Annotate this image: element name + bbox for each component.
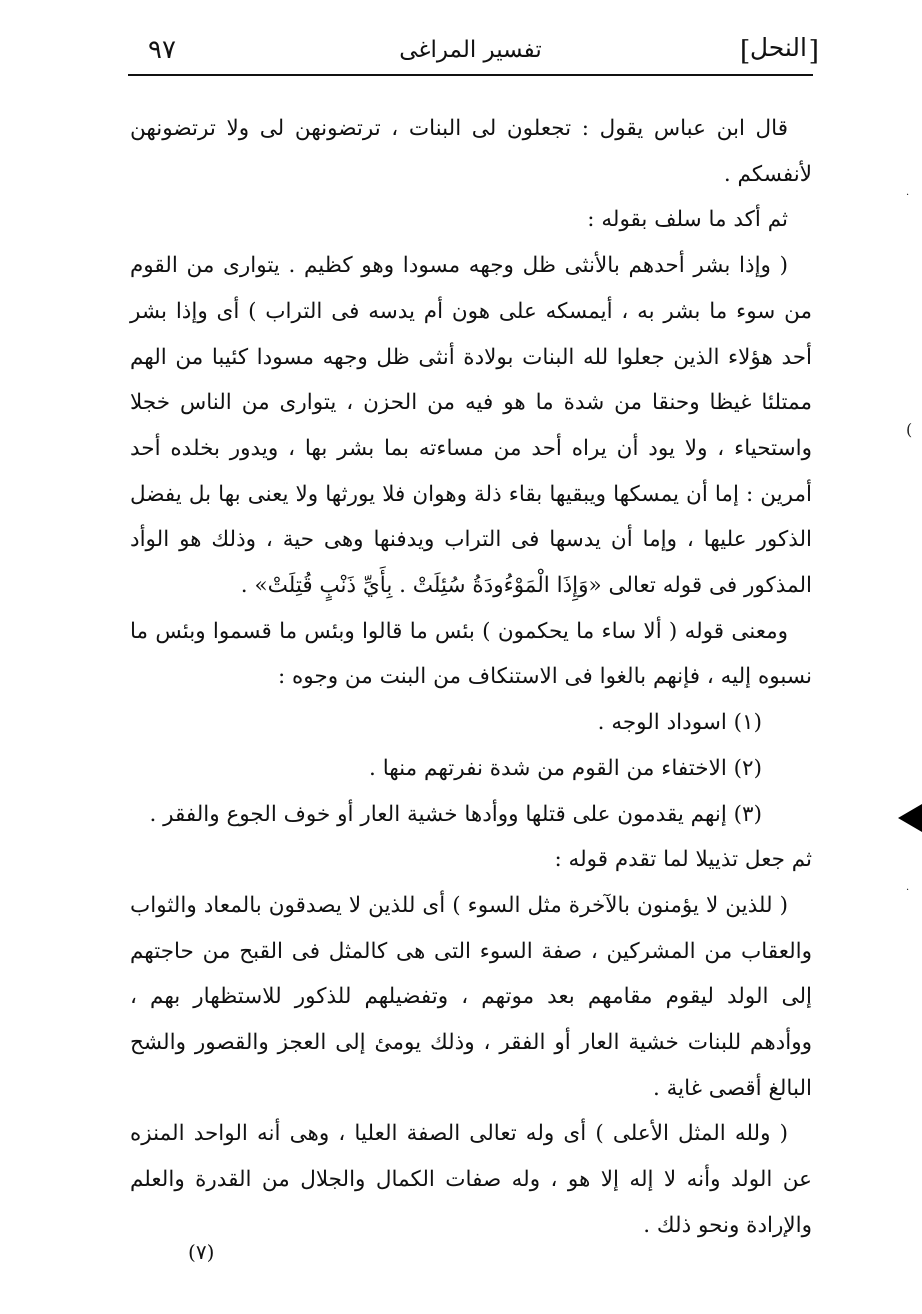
- page-body: [130, 106, 812, 1249]
- surah-name-text: النحل: [749, 33, 807, 62]
- paragraph-meaning: ومعنى قوله ( ألا ساء ما يحكمون ) بئس ما قالوا وبئس ما قسموا وبئس ما نسبوه إليه ، فإنهم بالغوا فى الاستنكاف من البنت من وجوه :: [130, 618, 812, 690]
- page-number: ٩٧: [148, 35, 176, 65]
- paragraph-highest-example: ( ولله المثل الأعلى ) أى وله تعالى الصفة العليا ، وهى أنه الواحد المنزه عن الولد وأنه لا إله إلا هو ، وله صفات الكمال والجلال من القدرة والعلم والإرادة ونحو ذلك .: [130, 1121, 812, 1238]
- book-title: تفسير المراغى: [399, 37, 542, 63]
- paragraph-bad-example: ( للذين لا يؤمنون بالآخرة مثل السوء ) أى للذين لا يصدقون بالمعاد والثواب والعقاب من المشركين ، صفة السوء التى هى كالمثل فى القبح من حاجتهم إلى الولد ليقوم مقامهم بعد موتهم ، وتفضيلهم للذكور للاستظهار بهم ، ووأدهم للبنات خشية العار أو الفقر ، وذلك يومئ إلى العجز والقصور والشح البالغ أقصى غاية .: [130, 892, 812, 1101]
- bracket-right: [: [808, 36, 819, 67]
- paragraph-verse-commentary: ( وإذا بشر أحدهم بالأنثى ظل وجهه مسودا وهو كظيم . يتوارى من القوم من سوء ما بشر به ، أيمسكه على هون أم يدسه فى التراب ) أى وإذا بشر أحد هؤلاء الذين جعلوا لله البنات بولادة أنثى ظل وجهه مسودا كئيبا من الهم ممتلئا غيظا وحنقا من شدة ما هو فيه من الحزن ، يتوارى من الناس خجلا واستحياء ، ولا يود أن يراه أحد من مساءته بما بشر بها ، ويدور بخلده أحد أمرين : إما أن يمسكها ويبقيها بقاء ذلة وهوان فلا يورثها ولا يعنى بها بل يفضل الذكور عليها ، وإما أن يدسها فى التراب ويدفنها وهى حية ، وذلك هو الوأد المذكور فى قوله تعالى «وَإِذَا الْمَوْءُودَةُ سُئِلَتْ . بِأَيِّ ذَنْبٍ قُتِلَتْ» .: [130, 253, 812, 599]
- paragraph-transition: ثم أكد ما سلف بقوله :: [587, 207, 788, 233]
- list-item-1: (١) اسوداد الوجه .: [597, 710, 762, 736]
- margin-dot-mark: ·: [906, 885, 910, 896]
- list-item-2: (٢) الاختفاء من القوم من شدة نفرتهم منها .: [369, 755, 762, 781]
- paragraph-tadhyeel: ثم جعل تذييلا لما تقدم قوله :: [554, 847, 812, 873]
- margin-bracket-mark: (: [906, 420, 913, 439]
- margin-scan-mark: [898, 804, 922, 832]
- header-rule: [128, 74, 813, 76]
- margin-dot-mark: ·: [906, 190, 910, 201]
- signature-mark: (٧): [188, 1240, 215, 1264]
- paragraph-ibn-abbas: قال ابن عباس يقول : تجعلون لى البنات ، ترتضونهن لى ولا ترتضونهن لأنفسكم .: [130, 116, 812, 187]
- bracket-left: ]: [739, 36, 751, 67]
- list-item-3: (٣) إنهم يقدمون على قتلها ووأدها خشية العار أو خوف الجوع والفقر .: [149, 801, 762, 827]
- page-header: [128, 28, 819, 76]
